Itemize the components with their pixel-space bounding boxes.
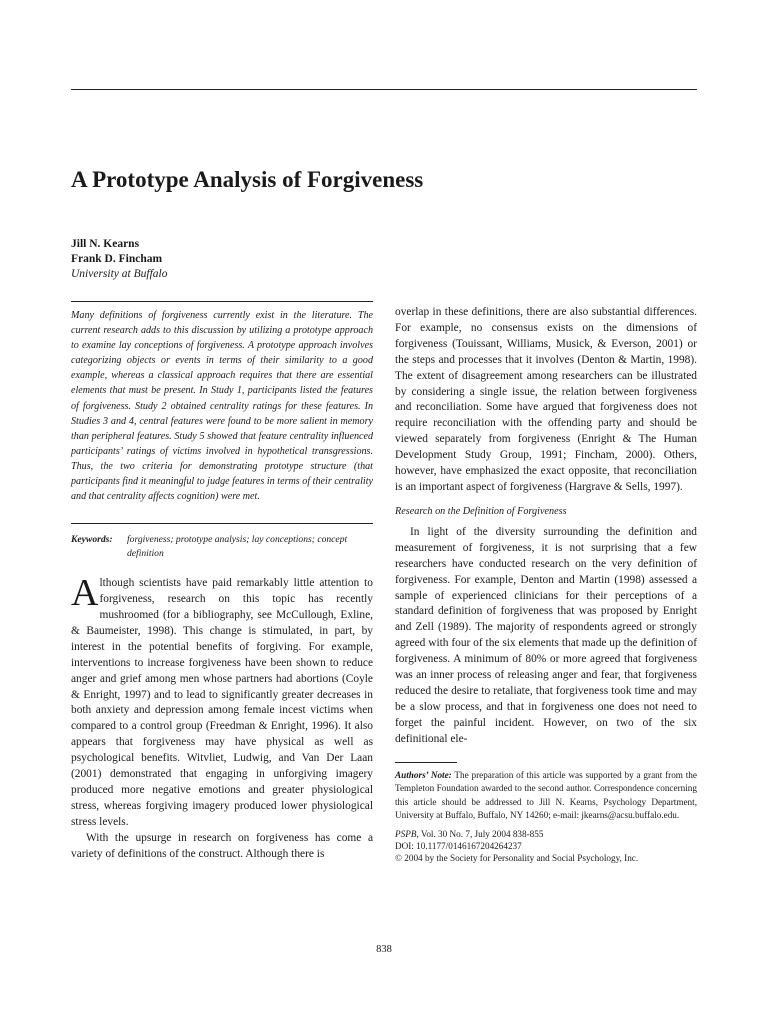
- authors-note: [395, 769, 697, 823]
- author-name-2: Frank D. Fincham: [71, 253, 163, 265]
- header-rule: [71, 89, 697, 90]
- keywords: [71, 533, 373, 561]
- keywords-text: forgiveness; prototype analysis; lay conceptions; concept definition: [127, 534, 348, 560]
- author-name-1: Jill N. Kearns: [71, 238, 140, 250]
- body-paragraph-2: With the upsurge in research on forgiveness has come a variety of definitions of the construct. Although there is: [71, 831, 373, 860]
- authors-note-label: Authors’ Note:: [395, 769, 452, 780]
- copyright: © 2004 by the Society for Personality and Social Psychology, Inc.: [395, 853, 639, 864]
- keywords-label: Keywords:: [71, 534, 113, 546]
- journal-volume: , Vol. 30 No. 7, July 2004 838-855: [416, 828, 544, 839]
- section-heading: Research on the Definition of Forgiveness: [395, 505, 567, 517]
- body-paragraph-3: overlap in these definitions, there are also substantial differences. For example, no consensus exists on the dimensions of forgiveness (Touissant, Williams, Musick, & Everson, 2001) or the steps and processes that it involves (Denton & Martin, 1998). The extent of disagreement among researchers can be illustrated by considering a single issue, the relation between forgiveness and reconciliation. Some have argued that forgiveness does not require reconciliation with the offending party and should be viewed separately from forgiveness (Enright & The Human Development Study Group, 1991; Fincham, 2000). Others, however, have emphasized the exact opposite, that reconciliation is an important aspect of forgiveness (Hargrave & Sells, 1997).: [395, 306, 697, 493]
- intro-paragraph: [71, 572, 373, 831]
- drop-cap: A: [71, 572, 99, 615]
- publication-info: [395, 828, 697, 865]
- left-column: [71, 301, 373, 863]
- journal-name: PSPB: [395, 828, 417, 839]
- abstract-bottom-rule: [71, 523, 373, 524]
- author-affiliation: University at Buffalo: [71, 268, 168, 280]
- journal-citation: [395, 828, 697, 840]
- page-number: 838: [376, 944, 392, 955]
- abstract: Many definitions of forgiveness currently exist in the literature. The current research adds to this discussion by utilizing a prototype approach to examine lay conceptions of forgiveness. A prototype approach involves categorizing objects or events in terms of their similarity to a good example, whereas a classical approach requires that there are essential elements that must be present. In Study 1, participants listed the features of forgiveness. Study 2 obtained centrality ratings for these features. In Studies 3 and 4, central features were found to be more salient in memory than peripheral features. Study 5 showed that feature centrality influenced participants’ ratings of victims involved in hypothetical transgressions. Thus, the two criteria for demonstrating prototype structure (that participants find it meaningful to judge features in terms of their centrality and that centrality affects cognition) were met.: [71, 310, 373, 503]
- author-block: [71, 237, 167, 282]
- authors-note-text: The preparation of this article was supported by a grant from the Templeton Foundation awarded to the second author. Correspondence concerning this article should be addressed to Jill N. Kearns, Psychology Department, University at Buffalo, Buffalo, NY 14260; e-mail: jkearns@acsu.buffalo.edu.: [395, 769, 697, 821]
- footnote-rule: [395, 762, 457, 763]
- doi: DOI: 10.1177/0146167204264237: [395, 840, 522, 851]
- body-paragraph-4: In light of the diversity surrounding the definition and measurement of forgiveness, it is not surprising that a few researchers have conducted research on the very definition of forgiveness. For example, Denton and Martin (1998) assessed a sample of experienced clinicians for their perceptions of a standard definition of forgiveness that was proposed by Enright and Zell (1989). The majority of respondents agreed or strongly agreed with four of the six elements that made up the definition of forgiveness. A minimum of 80% or more agreed that forgiveness was an inner process of releasing anger and fear, that forgiveness reduced the desire to retaliate, that forgiveness took time and may be a slow process, and that in forgiveness one does not need to forget the painful incident. However, on two of the six definitional ele-: [395, 525, 697, 745]
- abstract-top-rule: [71, 301, 373, 302]
- right-column: [395, 305, 697, 864]
- intro-paragraph-text: lthough scientists have paid remarkably little attention to forgiveness, research on this topic has recently mushroomed (for a bibliography, see McCullough, Exline, & Baumeister, 1998). This change is stimulated, in part, by interest in the potential benefits of forgiving. For example, interventions to increase forgiveness have been shown to reduce anger and grief among men whose partners had abortions (Coyle & Enright, 1997) and to lead to significantly greater decreases in both anxiety and depression among female incest victims when compared to a control group (Freedman & Enright, 1996). It also appears that forgiveness may have physical as well as psychological benefits. Witvliet, Ludwig, and Van Der Laan (2001) demonstrated that engaging in unforgiving imagery produced more negative emotions and greater physiological stress, whereas forgiving imagery produced lower physiological stress levels.: [71, 577, 373, 828]
- article-title: A Prototype Analysis of Forgiveness: [71, 167, 424, 192]
